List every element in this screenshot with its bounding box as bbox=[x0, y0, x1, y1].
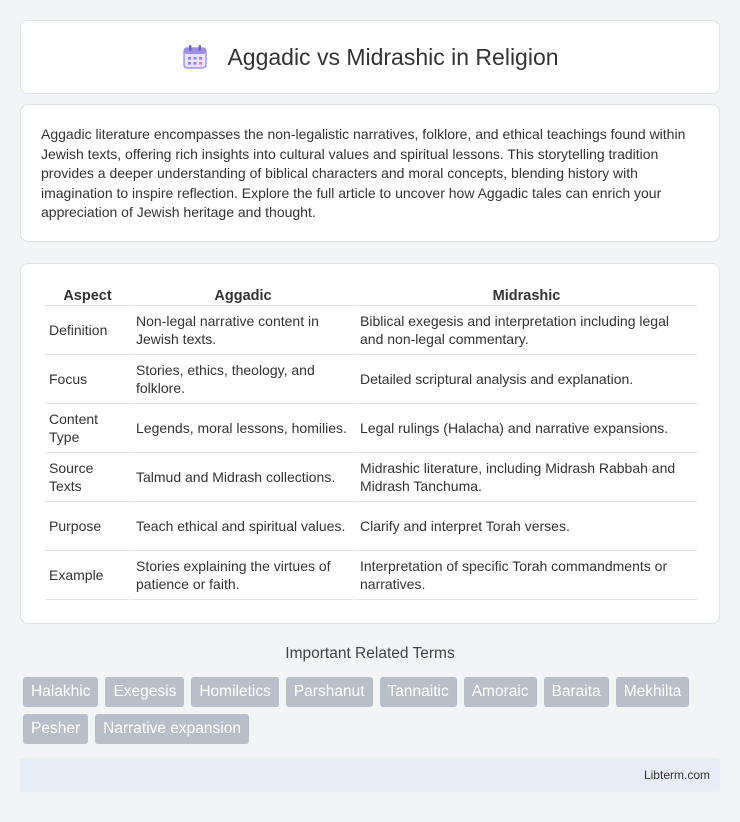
row-midrashic: Interpretation of specific Torah commandments or narratives. bbox=[356, 551, 697, 600]
row-aggadic: Legends, moral lessons, homilies. bbox=[132, 404, 354, 453]
comparison-table bbox=[43, 284, 699, 600]
intro-text: Aggadic literature encompasses the non-legalistic narratives, folklore, and ethical teachings found within Jewish texts, offering rich insights into cultural values and spiritual lessons. This storytelling tradition provides a deeper understanding of biblical characters and moral concepts, blending history with imagination to inspire reflection. Explore the full article to uncover how Aggadic tales can enrich your appreciation of Jewish heritage and thought. bbox=[41, 126, 686, 221]
row-aspect: Content Type bbox=[45, 404, 130, 453]
row-midrashic: Detailed scriptural analysis and explanation. bbox=[356, 355, 697, 404]
row-aspect: Example bbox=[45, 551, 130, 600]
row-midrashic: Clarify and interpret Torah verses. bbox=[356, 502, 697, 551]
tag-amoraic[interactable]: Amoraic bbox=[464, 677, 537, 707]
row-aspect: Focus bbox=[45, 355, 130, 404]
header-aggadic: Aggadic bbox=[132, 284, 354, 306]
table-row bbox=[45, 404, 697, 453]
header-midrashic: Midrashic bbox=[356, 284, 697, 306]
table-row bbox=[45, 502, 697, 551]
footer bbox=[20, 758, 720, 792]
row-aggadic: Talmud and Midrash collections. bbox=[132, 453, 354, 502]
table-row bbox=[45, 551, 697, 600]
table-row bbox=[45, 355, 697, 404]
row-midrashic: Biblical exegesis and interpretation including legal and non-legal commentary. bbox=[356, 306, 697, 355]
page-title: Aggadic vs Midrashic in Religion bbox=[227, 43, 559, 70]
row-aspect: Source Texts bbox=[45, 453, 130, 502]
tag-mekhilta[interactable]: Mekhilta bbox=[616, 677, 690, 707]
related-terms-title: Important Related Terms bbox=[285, 645, 455, 662]
intro-card bbox=[20, 104, 720, 242]
table-row bbox=[45, 453, 697, 502]
tag-pesher[interactable]: Pesher bbox=[23, 714, 88, 744]
calendar-icon bbox=[181, 43, 209, 71]
title-wrap bbox=[181, 43, 558, 71]
tag-exegesis[interactable]: Exegesis bbox=[105, 677, 184, 707]
header-aspect: Aspect bbox=[45, 284, 130, 306]
row-aggadic: Non-legal narrative content in Jewish texts. bbox=[132, 306, 354, 355]
row-aggadic: Teach ethical and spiritual values. bbox=[132, 502, 354, 551]
tag-homiletics[interactable]: Homiletics bbox=[191, 677, 278, 707]
footer-brand-link[interactable]: Libterm.com bbox=[643, 768, 710, 782]
tag-halakhic[interactable]: Halakhic bbox=[23, 677, 98, 707]
table-row bbox=[45, 306, 697, 355]
table-header-row bbox=[45, 284, 697, 306]
row-aggadic: Stories, ethics, theology, and folklore. bbox=[132, 355, 354, 404]
row-aggadic: Stories explaining the virtues of patience or faith. bbox=[132, 551, 354, 600]
tag-tannaitic[interactable]: Tannaitic bbox=[380, 677, 457, 707]
tag-narrative-expansion[interactable]: Narrative expansion bbox=[95, 714, 249, 744]
related-terms-list bbox=[23, 677, 723, 744]
row-aspect: Definition bbox=[45, 306, 130, 355]
header-card bbox=[20, 20, 720, 94]
tag-parshanut[interactable]: Parshanut bbox=[286, 677, 373, 707]
row-midrashic: Midrashic literature, including Midrash Rabbah and Midrash Tanchuma. bbox=[356, 453, 697, 502]
row-midrashic: Legal rulings (Halacha) and narrative expansions. bbox=[356, 404, 697, 453]
comparison-card bbox=[20, 263, 720, 624]
row-aspect: Purpose bbox=[45, 502, 130, 551]
tag-baraita[interactable]: Baraita bbox=[544, 677, 609, 707]
